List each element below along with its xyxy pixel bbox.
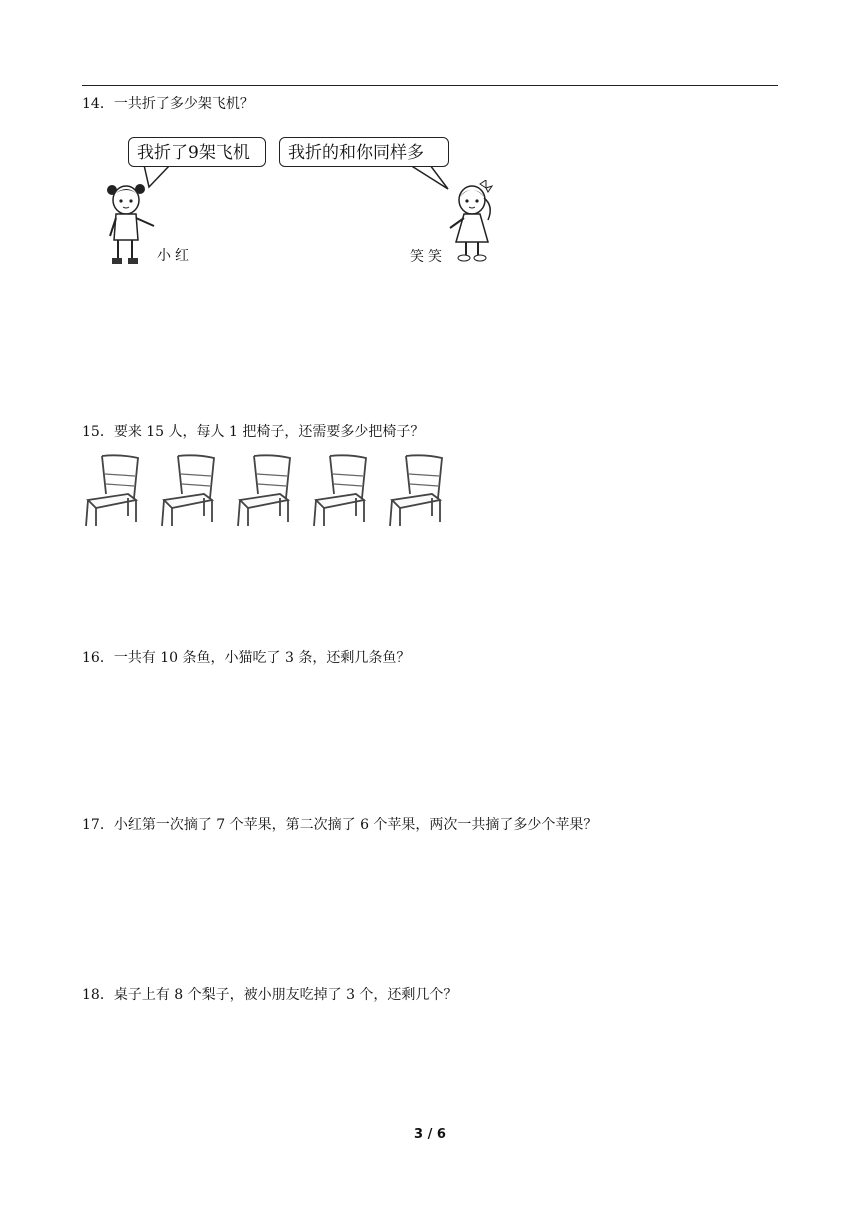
name-xiaohong: 小红 [157, 248, 193, 264]
header-rule [82, 85, 778, 86]
question-15: 15．要来 15 人，每人 1 把椅子，还需要多少把椅子？ [82, 424, 425, 440]
girl-xiaoxiao-figure [444, 180, 500, 264]
speech-bubble-left: 我折了9架飞机 [128, 137, 266, 167]
chair-4 [308, 452, 370, 528]
chair-1 [80, 452, 142, 528]
question-18: 18．桌子上有 8 个梨子，被小朋友吃掉了 3 个，还剩几个？ [82, 987, 458, 1003]
question-16: 16．一共有 10 条鱼，小猫吃了 3 条，还剩几条鱼？ [82, 650, 411, 666]
chair-3 [232, 452, 294, 528]
name-xiaoxiao: 笑笑 [410, 249, 446, 265]
question-17: 17．小红第一次摘了 7 个苹果，第二次摘了 6 个苹果，两次一共摘了多少个苹果？ [82, 817, 598, 833]
chair-5 [384, 452, 446, 528]
speech-bubble-right: 我折的和你同样多 [279, 137, 449, 167]
page-number: 3 / 6 [414, 1127, 446, 1142]
chair-2 [156, 452, 218, 528]
girl-xiaohong-figure [104, 178, 160, 270]
question-14: 14．一共折了多少架飞机？ [82, 96, 254, 112]
bubble-tail-right [400, 165, 450, 191]
